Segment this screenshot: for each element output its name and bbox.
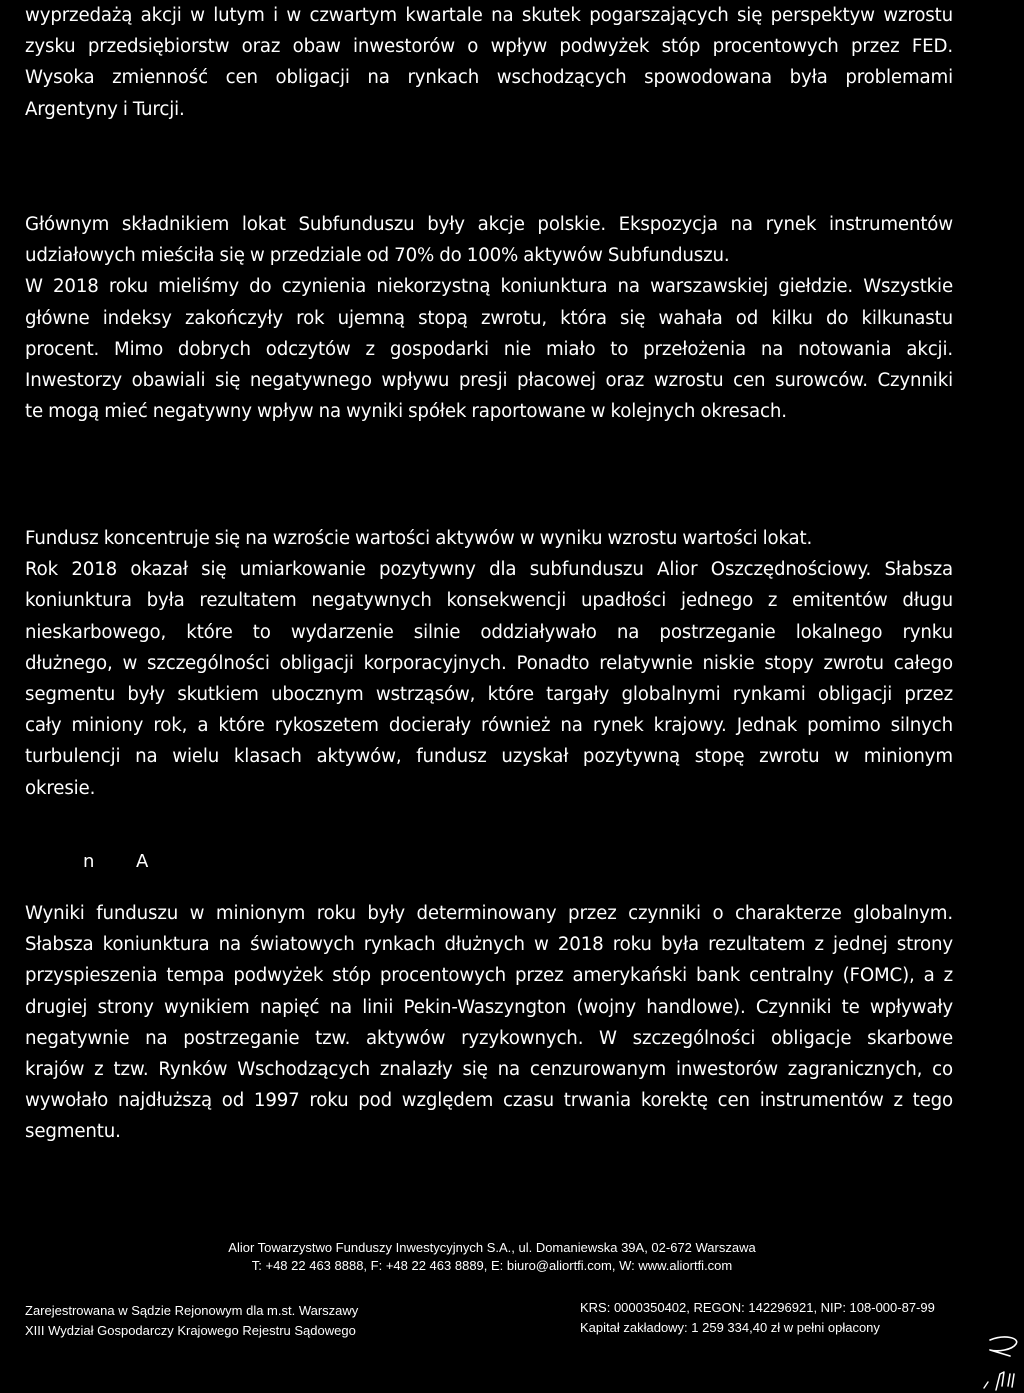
paragraph-market-summary — [25, 0, 953, 125]
handwritten-initials-signature — [950, 1330, 1024, 1393]
text-line: udziałowych mieściła się w przedziale od 70% do 100% aktywów Subfunduszu. — [25, 245, 730, 267]
text-line: wyprzedażą akcji w lutym i w czwartym kwartale na skutek pogarszających się perspektyw wzrostu — [25, 5, 953, 26]
text-line: Słabsza koniunktura na światowych rynkach dłużnych w 2018 roku była rezultatem z jednej strony — [25, 934, 953, 956]
footer-capital-line: Kapitał zakładowy: 1 259 334,40 zł w pełni opłacony — [580, 1320, 880, 1335]
footer-ids-line: KRS: 0000350402, REGON: 142296921, NIP: 108-000-87-99 — [580, 1300, 935, 1315]
text-line: te mogą mieć negatywny wpływ na wyniki spółek raportowane w kolejnych okresach. — [25, 401, 787, 423]
text-line: segmentu były skutkiem ubocznym wstrząsów, które targały globalnymi rynkami obligacji przez — [25, 684, 953, 706]
text-line: drugiej strony wynikiem napięć na linii Pekin-Waszyngton (wojny handlowe). Czynniki te wpływały — [25, 996, 953, 1018]
footer-company-info — [0, 1239, 984, 1275]
text-line: segmentu. — [25, 1121, 121, 1143]
footer-registration — [25, 1301, 358, 1341]
text-line: W 2018 roku mieliśmy do czynienia niekorzystną koniunktura na warszawskiej giełdzie. Wszystkie — [25, 276, 953, 298]
text-line: Głównym składnikiem lokat Subfunduszu były akcje polskie. Ekspozycja na rynek instrumentów — [25, 214, 953, 235]
text-line: procent. Mimo dobrych odczytów z gospodarki nie miało to przełożenia na notowania akcji. — [25, 338, 953, 360]
paragraph-savings-fund — [25, 523, 953, 804]
text-line: krajów z tzw. Rynków Wschodzących znalazły się na cenzurowanym inwestorów zagranicznych, co — [25, 1059, 953, 1081]
paragraph-equity-allocation — [25, 209, 953, 427]
text-line: wywołało najdłuższą od 1997 roku pod względem czasu trwania korektę cen instrumentów z tego — [25, 1090, 953, 1112]
text-line: Wyniki funduszu w minionym roku były determinowany przez czynniki o charakterze globalnym. — [25, 903, 953, 924]
text-line: nieskarbowego, które to wydarzenie silnie oddziaływało na postrzeganie lokalnego rynku — [25, 621, 953, 643]
footer-contact-line: T: +48 22 463 8888, F: +48 22 463 8889, E: biuro@aliortfi.com, W: www.aliortfi.com — [251, 1258, 733, 1273]
text-line: cały miniony rok, a które rykoszetem docierały również na rynek krajowy. Jednak pomimo silnych — [25, 715, 953, 737]
text-line: Wysoka zmienność cen obligacji na rynkach wschodzących spowodowana była problemami — [25, 67, 953, 89]
paragraph-global-debt-markets — [25, 898, 953, 1148]
text-line: główne indeksy zakończyły rok ujemną stopą zwrotu, która się wahała od kilku do kilkunastu — [25, 307, 953, 329]
text-line: Fundusz koncentruje się na wzroście wartości aktywów w wyniku wzrostu wartości lokat. — [25, 528, 813, 549]
text-line: Argentyny i Turcji. — [25, 98, 185, 120]
text-line: turbulencji na wielu klasach aktywów, fundusz uzyskał pozytywną stopę zwrotu w minionym — [25, 746, 953, 768]
text-line: okresie. — [25, 777, 96, 799]
text-line: dłużnego, w szczególności obligacji korporacyjnych. Ponadto relatywnie niskie stopy zwrotu całego — [25, 652, 953, 674]
text-line: zysku przedsiębiorstw oraz obaw inwestorów o wpływ podwyżek stóp procentowych przez FED. — [25, 36, 953, 58]
text-line: Rok 2018 okazał się umiarkowanie pozytywny dla subfunduszu Alior Oszczędnościowy. Słabsza — [25, 559, 953, 581]
section-heading-fragment: A — [136, 851, 149, 872]
footer-company-ids — [580, 1298, 935, 1338]
footer-company-line: Alior Towarzystwo Funduszy Inwestycyjnych S.A., ul. Domaniewska 39A, 02-672 Warszawa — [228, 1240, 756, 1255]
text-line: Inwestorzy obawiali się negatywnego wpływu presji płacowej oraz wzrostu cen surowców. Czynniki — [25, 370, 953, 392]
text-line: koniunktura była rezultatem negatywnych konsekwencji upadłości jednego z emitentów długu — [25, 590, 953, 612]
text-line: przyspieszenia tempa podwyżek stóp procentowych przez amerykański bank centralny (FOMC), a z — [25, 965, 953, 987]
text-line: negatywnie na postrzeganie tzw. aktywów ryzykownych. W szczególności obligacje skarbowe — [25, 1027, 953, 1049]
section-heading-fragment: n — [83, 851, 95, 872]
footer-registration-line: XIII Wydział Gospodarczy Krajowego Rejestru Sądowego — [25, 1323, 356, 1338]
footer-registration-line: Zarejestrowana w Sądzie Rejonowym dla m.st. Warszawy — [25, 1303, 359, 1318]
